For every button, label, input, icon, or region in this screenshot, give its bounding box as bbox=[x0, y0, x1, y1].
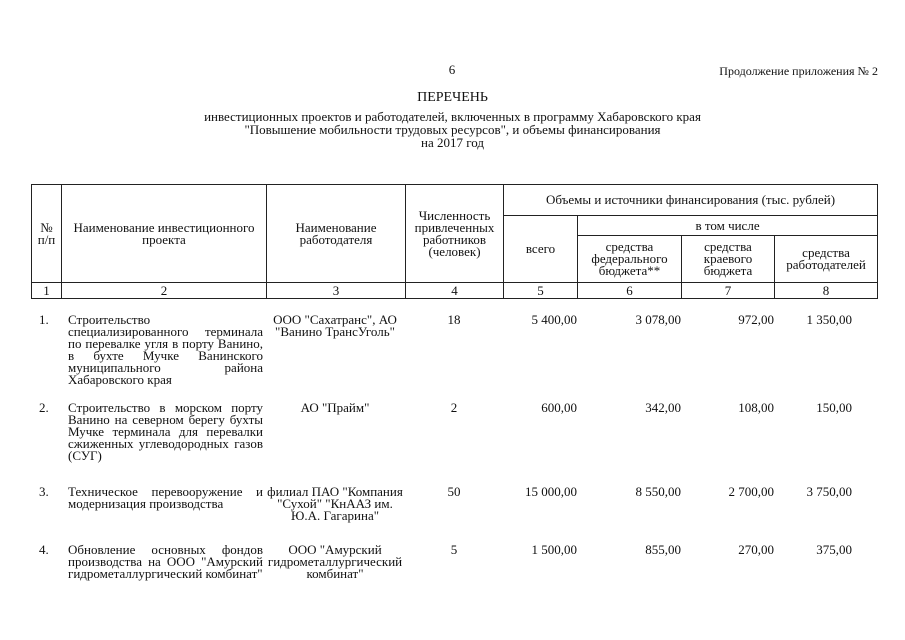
employer-funding: 375,00 bbox=[816, 542, 852, 557]
header-total: всего bbox=[504, 216, 578, 283]
project-name: Обновление основных фондов производства на ООО "Амурский гидрометаллургический комбинат" bbox=[68, 542, 263, 581]
column-number: 7 bbox=[682, 283, 775, 299]
total-funding: 1 500,00 bbox=[531, 542, 577, 557]
subtitle-line-3: на 2017 год bbox=[421, 135, 484, 150]
total-funding: 5 400,00 bbox=[531, 312, 577, 327]
subtitle-line-2: "Повышение мобильности трудовых ресурсов", и объемы финансирования bbox=[244, 122, 661, 137]
subtitle-line-1: инвестиционных проектов и работодателей, включенных в программу Хабаровского края bbox=[204, 109, 701, 124]
employer-funding: 1 350,00 bbox=[806, 312, 852, 327]
employer-name: АО "Прайм" bbox=[300, 400, 370, 415]
total-funding: 600,00 bbox=[541, 400, 577, 415]
header-federal-budget: средства федерального бюджета** bbox=[578, 236, 682, 283]
workers-count: 2 bbox=[450, 400, 458, 415]
header-workers-count: Численность привлеченных работников (человек) bbox=[406, 185, 504, 283]
column-number: 6 bbox=[578, 283, 682, 299]
header-employer-name: Наименование работодателя bbox=[267, 185, 406, 283]
federal-funding: 342,00 bbox=[645, 400, 681, 415]
header-no: № п/п bbox=[32, 185, 62, 283]
employer-funding: 150,00 bbox=[816, 400, 852, 415]
project-name: Строительство специализированного терминала по перевалке угля в порту Ванино, в бухте Мучке Ванинского муниципального района Хабаровского края bbox=[68, 312, 263, 387]
document-title: ПЕРЕЧЕНЬ bbox=[417, 90, 488, 105]
row-number: 4. bbox=[39, 542, 49, 557]
column-number: 5 bbox=[504, 283, 578, 299]
appendix-continuation-note: Продолжение приложения № 2 bbox=[719, 64, 878, 78]
row-number: 3. bbox=[39, 484, 49, 499]
employer-name: филиал ПАО "Компания "Сухой" "КнААЗ им. Ю.А. Гагарина" bbox=[267, 484, 403, 523]
regional-funding: 972,00 bbox=[738, 312, 774, 327]
federal-funding: 855,00 bbox=[645, 542, 681, 557]
column-number: 1 bbox=[32, 283, 62, 299]
row-number: 2. bbox=[39, 400, 49, 415]
column-number: 2 bbox=[62, 283, 267, 299]
header-funding: Объемы и источники финансирования (тыс. рублей) bbox=[504, 185, 878, 216]
employer-name: ООО "Амурский гидрометаллургический комбинат" bbox=[267, 542, 403, 581]
header-regional-budget: средства краевого бюджета bbox=[682, 236, 775, 283]
regional-funding: 2 700,00 bbox=[728, 484, 774, 499]
workers-count: 18 bbox=[447, 312, 461, 327]
document-subtitle bbox=[0, 110, 905, 149]
header-employer-funds: средства работодателей bbox=[775, 236, 878, 283]
regional-funding: 270,00 bbox=[738, 542, 774, 557]
header-project-name: Наименование инвестиционного проекта bbox=[62, 185, 267, 283]
column-number: 8 bbox=[775, 283, 878, 299]
federal-funding: 3 078,00 bbox=[635, 312, 681, 327]
workers-count: 50 bbox=[447, 484, 461, 499]
row-number: 1. bbox=[39, 312, 49, 327]
column-number: 4 bbox=[406, 283, 504, 299]
project-name: Строительство в морском порту Ванино на северном берегу бухты Мучке терминала для перевалки сжиженных углеводородных газов (СУГ) bbox=[68, 400, 263, 463]
page-number: 6 bbox=[448, 62, 456, 77]
employer-funding: 3 750,00 bbox=[806, 484, 852, 499]
column-number: 3 bbox=[267, 283, 406, 299]
regional-funding: 108,00 bbox=[738, 400, 774, 415]
funding-table-header bbox=[31, 184, 878, 299]
federal-funding: 8 550,00 bbox=[635, 484, 681, 499]
employer-name: ООО "Сахатранс", АО "Ванино ТрансУголь" bbox=[273, 312, 397, 339]
workers-count: 5 bbox=[450, 542, 458, 557]
header-including: в том числе bbox=[578, 216, 878, 236]
total-funding: 15 000,00 bbox=[525, 484, 577, 499]
project-name: Техническое перевооружение и модернизация производства bbox=[68, 484, 263, 511]
